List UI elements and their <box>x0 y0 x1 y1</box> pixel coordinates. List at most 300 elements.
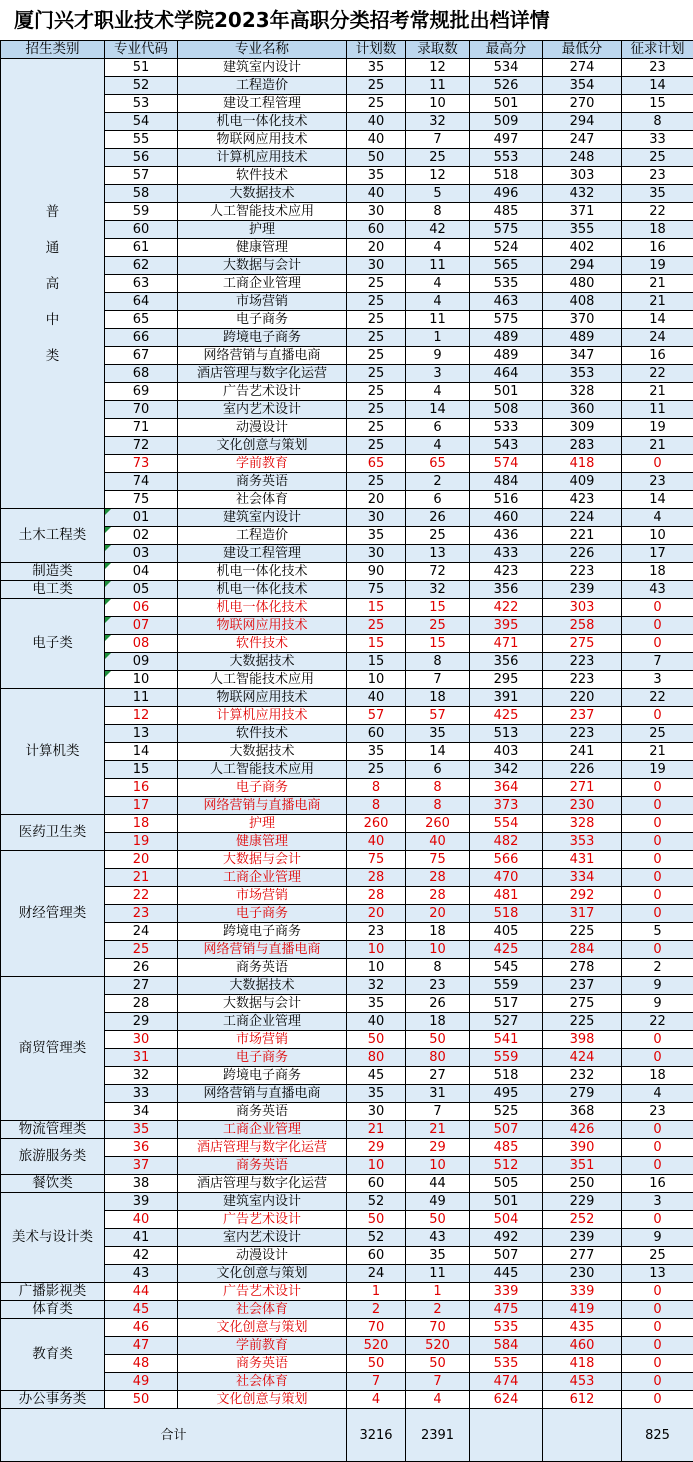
category-cell: 旅游服务类 <box>1 1139 105 1175</box>
min-score: 250 <box>543 1175 622 1193</box>
major-code: 68 <box>105 365 178 383</box>
total-plan: 3216 <box>347 1409 406 1462</box>
admitted-count: 50 <box>406 1031 470 1049</box>
extra-plan: 25 <box>622 725 693 743</box>
admitted-count: 12 <box>406 167 470 185</box>
extra-plan: 0 <box>622 1337 693 1355</box>
plan-count: 29 <box>347 1139 406 1157</box>
extra-plan: 22 <box>622 689 693 707</box>
max-score: 482 <box>470 833 543 851</box>
admitted-count: 8 <box>406 203 470 221</box>
plan-count: 25 <box>347 401 406 419</box>
extra-plan: 35 <box>622 185 693 203</box>
max-score: 497 <box>470 131 543 149</box>
major-name: 网络营销与直播电商 <box>178 797 347 815</box>
admitted-count: 6 <box>406 419 470 437</box>
extra-plan: 16 <box>622 1175 693 1193</box>
max-score: 507 <box>470 1247 543 1265</box>
major-name: 软件技术 <box>178 635 347 653</box>
major-code: 38 <box>105 1175 178 1193</box>
major-name: 大数据技术 <box>178 743 347 761</box>
admitted-count: 25 <box>406 527 470 545</box>
admitted-count: 14 <box>406 401 470 419</box>
table-row <box>1 1103 693 1121</box>
admitted-count: 4 <box>406 293 470 311</box>
major-name: 商务英语 <box>178 1157 347 1175</box>
admission-table <box>0 40 693 1462</box>
max-score: 356 <box>470 581 543 599</box>
min-score: 223 <box>543 653 622 671</box>
plan-count: 23 <box>347 923 406 941</box>
min-score: 303 <box>543 167 622 185</box>
major-code: 45 <box>105 1301 178 1319</box>
plan-count: 50 <box>347 1355 406 1373</box>
max-score: 513 <box>470 725 543 743</box>
major-code: 34 <box>105 1103 178 1121</box>
plan-count: 35 <box>347 1085 406 1103</box>
max-score: 474 <box>470 1373 543 1391</box>
plan-count: 1 <box>347 1283 406 1301</box>
major-code: 54 <box>105 113 178 131</box>
max-score: 559 <box>470 1049 543 1067</box>
major-code: 58 <box>105 185 178 203</box>
table-row <box>1 1211 693 1229</box>
min-score: 418 <box>543 455 622 473</box>
max-score: 356 <box>470 653 543 671</box>
max-score: 526 <box>470 77 543 95</box>
major-code: 15 <box>105 761 178 779</box>
plan-count: 50 <box>347 1211 406 1229</box>
table-row <box>1 905 693 923</box>
extra-plan: 0 <box>622 815 693 833</box>
major-code: 53 <box>105 95 178 113</box>
min-score: 408 <box>543 293 622 311</box>
extra-plan: 10 <box>622 527 693 545</box>
extra-plan: 3 <box>622 671 693 689</box>
min-score: 353 <box>543 365 622 383</box>
major-code: 42 <box>105 1247 178 1265</box>
major-code: 27 <box>105 977 178 995</box>
plan-count: 25 <box>347 419 406 437</box>
major-name: 大数据与会计 <box>178 257 347 275</box>
table-row <box>1 743 693 761</box>
max-score: 624 <box>470 1391 543 1409</box>
admitted-count: 4 <box>406 437 470 455</box>
major-name: 室内艺术设计 <box>178 1229 347 1247</box>
major-code: 33 <box>105 1085 178 1103</box>
max-score: 565 <box>470 257 543 275</box>
min-score: 275 <box>543 995 622 1013</box>
min-score: 225 <box>543 1013 622 1031</box>
max-score: 584 <box>470 1337 543 1355</box>
min-score: 271 <box>543 779 622 797</box>
plan-count: 10 <box>347 1157 406 1175</box>
table-row <box>1 509 693 527</box>
admitted-count: 57 <box>406 707 470 725</box>
table-row <box>1 779 693 797</box>
major-name: 市场营销 <box>178 887 347 905</box>
max-score: 470 <box>470 869 543 887</box>
table-row <box>1 275 693 293</box>
min-score: 223 <box>543 671 622 689</box>
major-name: 跨境电子商务 <box>178 923 347 941</box>
min-score: 247 <box>543 131 622 149</box>
min-score: 258 <box>543 617 622 635</box>
header-extra-plan: 征求计划 <box>622 41 693 59</box>
admitted-count: 4 <box>406 239 470 257</box>
admitted-count: 11 <box>406 257 470 275</box>
plan-count: 25 <box>347 311 406 329</box>
extra-plan: 19 <box>622 419 693 437</box>
max-score: 295 <box>470 671 543 689</box>
plan-count: 25 <box>347 275 406 293</box>
admitted-count: 75 <box>406 851 470 869</box>
admitted-count: 8 <box>406 653 470 671</box>
max-score: 496 <box>470 185 543 203</box>
header-row <box>1 41 693 59</box>
plan-count: 7 <box>347 1373 406 1391</box>
max-score: 373 <box>470 797 543 815</box>
admitted-count: 2 <box>406 1301 470 1319</box>
table-row <box>1 383 693 401</box>
max-score: 485 <box>470 1139 543 1157</box>
total-max-empty <box>470 1409 543 1462</box>
plan-count: 28 <box>347 869 406 887</box>
extra-plan: 4 <box>622 1085 693 1103</box>
max-score: 518 <box>470 167 543 185</box>
min-score: 241 <box>543 743 622 761</box>
min-score: 424 <box>543 1049 622 1067</box>
plan-count: 30 <box>347 257 406 275</box>
major-code: 51 <box>105 59 178 77</box>
admitted-count: 8 <box>406 959 470 977</box>
major-code: 26 <box>105 959 178 977</box>
max-score: 463 <box>470 293 543 311</box>
category-cell: 美术与设计类 <box>1 1193 105 1283</box>
major-name: 建筑室内设计 <box>178 1193 347 1211</box>
major-code: 08 <box>105 635 178 653</box>
major-code: 62 <box>105 257 178 275</box>
major-code: 63 <box>105 275 178 293</box>
max-score: 339 <box>470 1283 543 1301</box>
table-row <box>1 185 693 203</box>
admitted-count: 18 <box>406 923 470 941</box>
plan-count: 25 <box>347 293 406 311</box>
plan-count: 28 <box>347 887 406 905</box>
admitted-count: 26 <box>406 509 470 527</box>
table-row <box>1 923 693 941</box>
min-score: 435 <box>543 1319 622 1337</box>
plan-count: 75 <box>347 581 406 599</box>
major-code: 72 <box>105 437 178 455</box>
max-score: 534 <box>470 59 543 77</box>
major-code: 37 <box>105 1157 178 1175</box>
admitted-count: 520 <box>406 1337 470 1355</box>
major-name: 计算机应用技术 <box>178 707 347 725</box>
extra-plan: 18 <box>622 221 693 239</box>
category-char: 普 <box>1 194 104 230</box>
major-name: 软件技术 <box>178 167 347 185</box>
table-row <box>1 689 693 707</box>
min-score: 237 <box>543 707 622 725</box>
major-code: 43 <box>105 1265 178 1283</box>
major-code: 57 <box>105 167 178 185</box>
max-score: 364 <box>470 779 543 797</box>
max-score: 533 <box>470 419 543 437</box>
major-name: 物联网应用技术 <box>178 689 347 707</box>
min-score: 353 <box>543 833 622 851</box>
major-name: 护理 <box>178 815 347 833</box>
extra-plan: 13 <box>622 1265 693 1283</box>
table-row <box>1 1283 693 1301</box>
admitted-count: 15 <box>406 635 470 653</box>
min-score: 309 <box>543 419 622 437</box>
admitted-count: 4 <box>406 1391 470 1409</box>
plan-count: 20 <box>347 905 406 923</box>
plan-count: 8 <box>347 779 406 797</box>
major-name: 机电一体化技术 <box>178 113 347 131</box>
table-row <box>1 581 693 599</box>
admitted-count: 70 <box>406 1319 470 1337</box>
major-code: 44 <box>105 1283 178 1301</box>
max-score: 518 <box>470 1067 543 1085</box>
min-score: 283 <box>543 437 622 455</box>
extra-plan: 18 <box>622 563 693 581</box>
major-code: 30 <box>105 1031 178 1049</box>
max-score: 405 <box>470 923 543 941</box>
max-score: 485 <box>470 203 543 221</box>
plan-count: 25 <box>347 617 406 635</box>
table-row <box>1 1139 693 1157</box>
table-row <box>1 617 693 635</box>
category-char: 中 <box>1 302 104 338</box>
major-name: 文化创意与策划 <box>178 437 347 455</box>
table-row <box>1 329 693 347</box>
admitted-count: 10 <box>406 95 470 113</box>
extra-plan: 23 <box>622 473 693 491</box>
extra-plan: 0 <box>622 1373 693 1391</box>
admitted-count: 9 <box>406 347 470 365</box>
table-row <box>1 1049 693 1067</box>
major-name: 健康管理 <box>178 239 347 257</box>
max-score: 501 <box>470 383 543 401</box>
major-name: 广告艺术设计 <box>178 1283 347 1301</box>
max-score: 489 <box>470 347 543 365</box>
header-admitted: 录取数 <box>406 41 470 59</box>
table-row <box>1 1175 693 1193</box>
major-code: 49 <box>105 1373 178 1391</box>
major-code: 56 <box>105 149 178 167</box>
plan-count: 520 <box>347 1337 406 1355</box>
min-score: 229 <box>543 1193 622 1211</box>
category-cell: 电工类 <box>1 581 105 599</box>
plan-count: 25 <box>347 347 406 365</box>
extra-plan: 22 <box>622 365 693 383</box>
major-code: 46 <box>105 1319 178 1337</box>
extra-plan: 16 <box>622 347 693 365</box>
major-name: 建设工程管理 <box>178 95 347 113</box>
plan-count: 25 <box>347 437 406 455</box>
min-score: 370 <box>543 311 622 329</box>
major-code: 29 <box>105 1013 178 1031</box>
min-score: 270 <box>543 95 622 113</box>
max-score: 512 <box>470 1157 543 1175</box>
table-row <box>1 815 693 833</box>
min-score: 612 <box>543 1391 622 1409</box>
min-score: 292 <box>543 887 622 905</box>
table-row <box>1 1121 693 1139</box>
min-score: 351 <box>543 1157 622 1175</box>
table-row <box>1 365 693 383</box>
admitted-count: 11 <box>406 77 470 95</box>
max-score: 391 <box>470 689 543 707</box>
max-score: 471 <box>470 635 543 653</box>
plan-count: 40 <box>347 113 406 131</box>
category-char: 通 <box>1 230 104 266</box>
major-code: 01 <box>105 509 178 527</box>
major-name: 酒店管理与数字化运营 <box>178 1139 347 1157</box>
plan-count: 60 <box>347 1247 406 1265</box>
total-extra-plan: 825 <box>622 1409 693 1462</box>
table-row <box>1 113 693 131</box>
admitted-count: 43 <box>406 1229 470 1247</box>
plan-count: 25 <box>347 383 406 401</box>
table-row <box>1 599 693 617</box>
total-label: 合计 <box>1 1409 347 1462</box>
category-cell: 体育类 <box>1 1301 105 1319</box>
extra-plan: 23 <box>622 167 693 185</box>
major-name: 护理 <box>178 221 347 239</box>
table-row <box>1 707 693 725</box>
header-plan: 计划数 <box>347 41 406 59</box>
major-code: 35 <box>105 1121 178 1139</box>
max-score: 395 <box>470 617 543 635</box>
major-name: 人工智能技术应用 <box>178 671 347 689</box>
major-name: 工商企业管理 <box>178 275 347 293</box>
major-code: 60 <box>105 221 178 239</box>
major-name: 大数据与会计 <box>178 851 347 869</box>
major-code: 05 <box>105 581 178 599</box>
table-row <box>1 977 693 995</box>
category-char: 类 <box>1 338 104 374</box>
min-score: 409 <box>543 473 622 491</box>
table-row <box>1 1373 693 1391</box>
table-row <box>1 293 693 311</box>
page-title: 厦门兴才职业技术学院2023年高职分类招考常规批出档详情 <box>0 0 693 40</box>
table-row <box>1 725 693 743</box>
min-score: 226 <box>543 761 622 779</box>
major-code: 13 <box>105 725 178 743</box>
category-cell: 教育类 <box>1 1319 105 1391</box>
major-code: 48 <box>105 1355 178 1373</box>
extra-plan: 43 <box>622 581 693 599</box>
min-score: 275 <box>543 635 622 653</box>
min-score: 277 <box>543 1247 622 1265</box>
table-row <box>1 149 693 167</box>
major-code: 18 <box>105 815 178 833</box>
major-name: 工程造价 <box>178 77 347 95</box>
extra-plan: 22 <box>622 1013 693 1031</box>
min-score: 223 <box>543 725 622 743</box>
plan-count: 8 <box>347 797 406 815</box>
table-row <box>1 311 693 329</box>
plan-count: 40 <box>347 833 406 851</box>
max-score: 507 <box>470 1121 543 1139</box>
table-row <box>1 527 693 545</box>
table-row <box>1 59 693 77</box>
plan-count: 35 <box>347 59 406 77</box>
major-name: 跨境电子商务 <box>178 1067 347 1085</box>
plan-count: 70 <box>347 1319 406 1337</box>
major-code: 19 <box>105 833 178 851</box>
major-code: 69 <box>105 383 178 401</box>
major-name: 软件技术 <box>178 725 347 743</box>
table-row <box>1 869 693 887</box>
max-score: 481 <box>470 887 543 905</box>
admitted-count: 3 <box>406 365 470 383</box>
max-score: 505 <box>470 1175 543 1193</box>
admitted-count: 20 <box>406 905 470 923</box>
major-code: 64 <box>105 293 178 311</box>
major-code: 09 <box>105 653 178 671</box>
header-code: 专业代码 <box>105 41 178 59</box>
admitted-count: 18 <box>406 1013 470 1031</box>
admitted-count: 13 <box>406 545 470 563</box>
min-score: 347 <box>543 347 622 365</box>
major-name: 电子商务 <box>178 1049 347 1067</box>
max-score: 436 <box>470 527 543 545</box>
extra-plan: 17 <box>622 545 693 563</box>
admitted-count: 65 <box>406 455 470 473</box>
max-score: 504 <box>470 1211 543 1229</box>
min-score: 368 <box>543 1103 622 1121</box>
plan-count: 40 <box>347 131 406 149</box>
extra-plan: 0 <box>622 887 693 905</box>
max-score: 508 <box>470 401 543 419</box>
major-name: 酒店管理与数字化运营 <box>178 1175 347 1193</box>
max-score: 524 <box>470 239 543 257</box>
major-name: 网络营销与直播电商 <box>178 347 347 365</box>
major-name: 商务英语 <box>178 1103 347 1121</box>
table-row <box>1 167 693 185</box>
major-name: 动漫设计 <box>178 419 347 437</box>
major-name: 人工智能技术应用 <box>178 761 347 779</box>
extra-plan: 3 <box>622 1193 693 1211</box>
extra-plan: 33 <box>622 131 693 149</box>
major-name: 广告艺术设计 <box>178 1211 347 1229</box>
category-cell: 餐饮类 <box>1 1175 105 1193</box>
table-row <box>1 347 693 365</box>
major-code: 03 <box>105 545 178 563</box>
plan-count: 40 <box>347 185 406 203</box>
plan-count: 10 <box>347 671 406 689</box>
extra-plan: 0 <box>622 941 693 959</box>
admitted-count: 35 <box>406 725 470 743</box>
major-name: 网络营销与直播电商 <box>178 1085 347 1103</box>
min-score: 339 <box>543 1283 622 1301</box>
admitted-count: 32 <box>406 581 470 599</box>
major-code: 14 <box>105 743 178 761</box>
major-code: 02 <box>105 527 178 545</box>
table-row <box>1 1085 693 1103</box>
admitted-count: 23 <box>406 977 470 995</box>
table-row <box>1 1391 693 1409</box>
major-code: 32 <box>105 1067 178 1085</box>
max-score: 535 <box>470 275 543 293</box>
max-score: 525 <box>470 1103 543 1121</box>
min-score: 453 <box>543 1373 622 1391</box>
major-name: 计算机应用技术 <box>178 149 347 167</box>
